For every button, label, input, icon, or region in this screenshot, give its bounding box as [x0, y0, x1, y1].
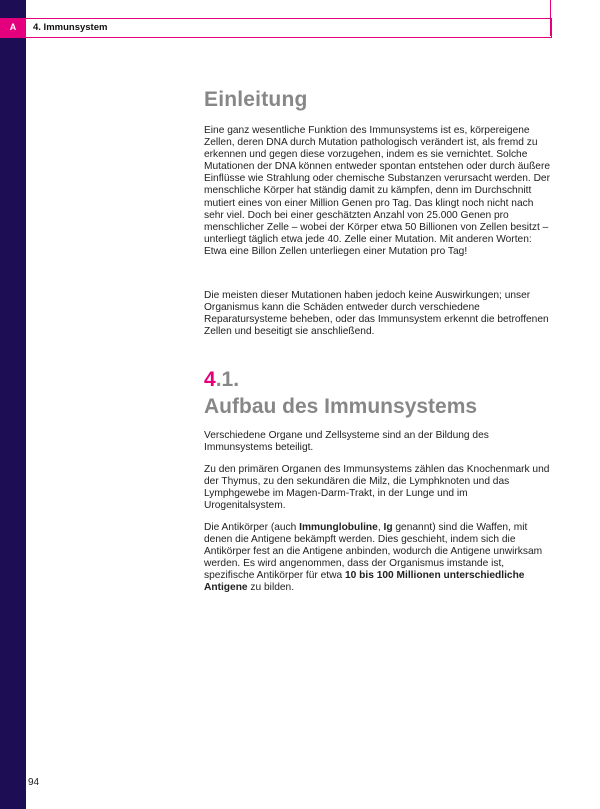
chapter-title: 4. Immunsystem [33, 22, 108, 33]
intro-paragraph-2: Die meisten dieser Mutationen haben jedoch keine Auswirkungen; unser Organismus kann die Schäden entweder durch verschiedene Reparatursysteme beheben, oder das Immunsystem erkennt die betroffenen Zellen und beseitigt sie anschließend. [204, 290, 549, 338]
p3-bold-immunglobuline: Immunglobuline [299, 522, 378, 533]
intro-heading: Einleitung [204, 88, 308, 111]
p3-bold-antigene: 10 bis 100 Millionen unterschiedliche Antigene [204, 570, 525, 594]
p3-text-d: zu bilden. [247, 582, 295, 594]
section-letter-badge: A [0, 18, 26, 37]
section-number-minor: .1. [215, 368, 240, 391]
section-paragraph-3 [204, 522, 552, 595]
section-number-major: 4 [204, 368, 216, 391]
intro-paragraph-1: Eine ganz wesentliche Funktion des Immunsystems ist es, körpereigene Zellen, deren DNA durch Mutation pathologisch verändert ist, als fremd zu erkennen und gegen diese vorzugehen, indem es sie vernichtet. Solche Mutationen der DNA können entweder spontan entstehen oder durch äußere Einflüsse wie Strahlung oder chemische Substanzen verursacht werden. Der menschliche Körper hat ständig damit zu kämpfen, denn im Durchschnitt mutiert eines von einer Million Genen pro Tag. Das klingt noch nicht nach sehr viel. Doch bei einer geschätzten Anzahl von 25.000 Genen pro menschlicher Zelle – wobei der Körper etwa 50 Billionen von Zellen besitzt – unterliegt täglich etwa jede 40. Zelle einer Mutation. Mit anderen Worten: Etwa eine Billon Zellen unterliegen einer Mutation pro Tag! [204, 125, 551, 257]
section-paragraph-2: Zu den primären Organen des Immunsystems zählen das Knochenmark und der Thymus, zu den sekundären die Milz, die Lymphknoten und das Lymphgewebe im Magen-Darm-Trakt, in der Lunge und im Urogenitalsystem. [204, 464, 550, 512]
page-number: 94 [28, 777, 40, 788]
section-number [204, 368, 239, 392]
section-paragraph-1: Verschiedene Organe und Zellsysteme sind an der Bildung des Immunsystems beteiligt. [204, 430, 489, 454]
p3-text-c: genannt) sind die Waffen, mit denen die Antigene bekämpft werden. Dies geschieht, indem sich die Antikörper fest an die Antigene anbinden, wodurch die Antigene unwirksam werden. Es wird angenommen, dass der Organismus imstande ist, spezifische Antikörper für etwa [204, 522, 543, 582]
sidebar-band [0, 0, 26, 809]
p3-bold-ig: Ig [383, 522, 393, 533]
header-corner-rule [550, 0, 551, 36]
p3-text-b: , [377, 522, 384, 533]
section-title: Aufbau des Immunsystems [204, 395, 478, 418]
p3-text-a: Die Antikörper (auch [204, 522, 300, 533]
